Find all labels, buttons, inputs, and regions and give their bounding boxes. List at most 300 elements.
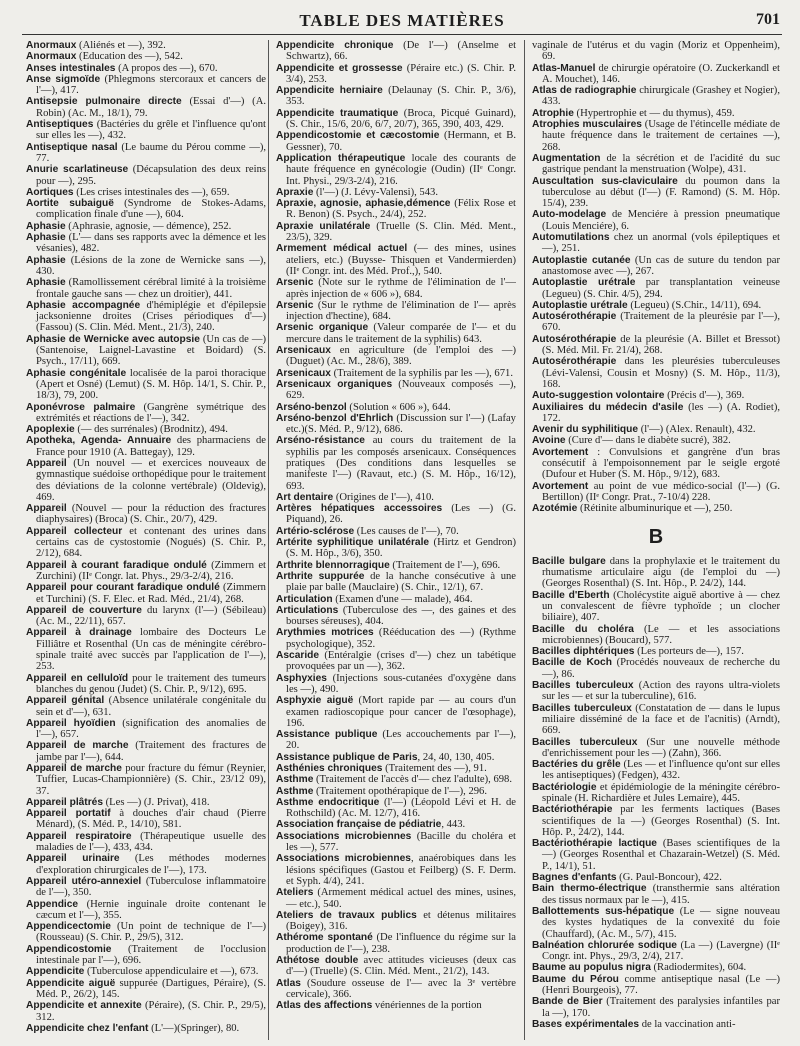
- entry-text: (— des mines, usines ateliers, etc.) (Buysse- Thisquen et Vandermierden) (IIᵉ Congr. int. des Méd. Prof.,), 540.: [286, 243, 516, 277]
- index-entry: [276, 729, 516, 752]
- entry-text: (Tuberculose des —, des gaines et des bourses séreuses), 404.: [286, 604, 516, 628]
- index-entry: [26, 582, 266, 605]
- entry-heading: Aphasie: [26, 277, 66, 289]
- entry-heading: Autosérothérapie: [532, 356, 617, 368]
- entry-text: locale des courants de haute fréquence en gynécologie (Oudin) (IIᵉ Congr. Int. Physi., 29/3-2/4), 216.: [286, 152, 516, 187]
- entry-text: (Traitement de l'occlusion intestinale par l'—), 696.: [36, 943, 266, 967]
- entry-heading: Athérome spontané: [276, 932, 373, 944]
- entry-text: (Entéralgie (crises d'—) chez un tabétique provoquées par un —), 362.: [286, 650, 516, 673]
- index-entry: [532, 311, 780, 334]
- entry-text: (Le — et les associations microbiennes) (Boucard), 577.: [542, 623, 780, 646]
- entry-text: (Les —) (G. Piquand), 26.: [286, 503, 516, 526]
- index-entry: [276, 1000, 516, 1011]
- entry-heading: Appareil hyoïdien: [26, 717, 116, 729]
- entry-heading: Aponévrose palmaire: [26, 401, 136, 413]
- entry-heading: Automutilations: [532, 232, 610, 244]
- entry-heading: Appendicite: [26, 966, 85, 978]
- entry-heading: Application thérapeutique: [276, 152, 406, 164]
- entry-text: pour fracture du fémur (Reynier, Tuffier, Lucas-Championnière) (S. Chir., 23/12 09), 37.: [36, 763, 266, 797]
- entry-heading: Autosérothérapie: [532, 311, 617, 323]
- index-entry: [532, 63, 780, 86]
- entry-text: des pharmaciens de France pour 1910 (A. Battegay), 129.: [36, 435, 266, 458]
- entry-text: (Zimmern et Zurchini) (IIᵉ Congr. lat. Phys., 29/3-2/4), 216.: [36, 559, 266, 582]
- entry-text: (Education des —), 542.: [76, 51, 183, 63]
- index-entry: [532, 402, 780, 425]
- index-column-3: [532, 40, 780, 1042]
- index-entry: [26, 142, 266, 165]
- entry-text: (Un nouvel — et exercices nouveaux de gymnastique suédoise orthopédique pour le traitement des déviations de la colonne vertébrale) (Oldevig), 469.: [36, 457, 266, 503]
- index-entry: [276, 435, 516, 491]
- index-entry: [532, 503, 780, 514]
- entry-text: en agriculture (de l'emploi des —) (Duguet) (Ac. M., 28/6), 389.: [286, 345, 516, 368]
- entry-text: (Traitement de la pleurésie par l'—), 670.: [542, 311, 780, 334]
- index-entry: [26, 277, 266, 300]
- entry-heading: Anormaux: [26, 51, 77, 63]
- entry-heading: Athétose double: [276, 955, 359, 967]
- entry-text: et détenus militaires (Boigey), 316.: [286, 909, 516, 933]
- entry-heading: Appareil de marche: [26, 740, 129, 752]
- entry-heading: Bande de Bier: [532, 996, 603, 1008]
- entry-heading: Bacilles tuberculeux: [532, 702, 632, 714]
- index-entry: [532, 277, 780, 300]
- entry-text: (Rétinite albuminurique et —), 250.: [577, 503, 733, 515]
- entry-text: (signification des anomalies de l'—), 657.: [36, 717, 266, 741]
- entry-text: (Aliénés et —), 392.: [76, 40, 166, 51]
- entry-text: (l'—) (Léopold Lévi et H. de Rothschild) (Ac. M. 12/7), 416.: [286, 796, 516, 820]
- index-entry: [532, 680, 780, 703]
- index-entry: [532, 657, 780, 680]
- entry-text: : Convulsions et gangrène d'un bras consécutif à l'empoisonnement par le seigle ergoté (Dufour et Huber (S. M. Hôp., 9/12), 683.: [542, 446, 780, 481]
- index-entry: [276, 605, 516, 628]
- entry-text: vénériennes de la portion: [372, 1000, 482, 1012]
- entry-text: (Péraire), (S. Chir. P., 29/5), 312.: [36, 1000, 266, 1023]
- entry-heading: Ballottements sus-hépatique: [532, 905, 675, 917]
- index-entry: [276, 955, 516, 978]
- entry-text: (Ramollissement cérébral limité à la troisième frontale gauche sans — chez un droitier), 441.: [36, 277, 266, 300]
- index-entry: [26, 673, 266, 696]
- index-column-3-a-entries: [532, 40, 780, 514]
- index-entry: [276, 63, 516, 86]
- entry-text: (A propos des —), 670.: [115, 62, 218, 74]
- index-entry: [276, 752, 516, 763]
- index-entry: [276, 277, 516, 300]
- index-entry: [26, 605, 266, 628]
- entry-heading: Aphasie: [26, 254, 66, 266]
- entry-text: (De l'—) (Anselme et Schwartz), 66.: [286, 40, 516, 63]
- entry-heading: Arsenicaux: [276, 345, 331, 357]
- entry-heading: Aphasie accompagnée: [26, 299, 141, 311]
- index-entry: [276, 887, 516, 910]
- entry-text: au point de vue médico-social (l'—) (G. Bertillon) (IIᵉ Congr. Prat., 7-10/4) 228.: [542, 480, 780, 503]
- entry-heading: Appareil respiratoire: [26, 830, 132, 842]
- entry-heading: Anses intestinales: [26, 62, 116, 74]
- index-entry: [26, 221, 266, 232]
- entry-text: (Les crises intestinales des —), 659.: [73, 186, 230, 198]
- entry-text: (Le — signe nouveau des kystes hydatiques de la convexité du foie (Chauffard), (Ac. M., 5/7), 415.: [542, 905, 780, 940]
- index-entry: [276, 503, 516, 526]
- index-entry: [276, 673, 516, 696]
- index-entry: [532, 872, 780, 883]
- entry-heading: Atlas-Manuel: [532, 62, 596, 74]
- entry-heading: Apotheka, Agenda- Annuaire: [26, 435, 172, 447]
- entry-heading: Art dentaire: [276, 491, 334, 503]
- index-entry: [26, 424, 266, 435]
- entry-heading: Autoplastie urétrale: [532, 277, 636, 289]
- index-entry: [26, 740, 266, 763]
- entry-heading: Autosérothérapie: [532, 333, 617, 345]
- index-entry: [26, 187, 266, 198]
- entry-text: (De l'influence du régime sur la production de l'—), 238.: [286, 932, 516, 955]
- index-entry: [276, 978, 516, 1001]
- entry-text: (Gangrène symétrique des extrémités et réactions de l'—), 342.: [36, 401, 266, 424]
- entry-heading: Assistance publique: [276, 729, 378, 741]
- entry-text: (Note sur le rythme de l'élimination de l'— après injection de « 606 »), 684.: [286, 277, 516, 300]
- entry-heading: Asphyxies: [276, 672, 327, 684]
- entry-heading: Appendice: [26, 898, 79, 910]
- entry-heading: Auto-suggestion volontaire: [532, 390, 665, 402]
- entry-heading: Avortement: [532, 446, 589, 458]
- entry-heading: Appareil pour courant faradique ondulé: [26, 582, 220, 594]
- index-entry: [276, 819, 516, 830]
- index-entry: [276, 243, 516, 277]
- index-entry: [276, 379, 516, 402]
- entry-heading: Assistance publique de Paris: [276, 751, 418, 763]
- entry-text: dans la prophylaxie et le traitement du rhumatisme articulaire aigu (de l'emploi du —) (Georges Rosenthal) (S. Int. Hôp., P. 24/2), 144.: [542, 555, 780, 590]
- entry-heading: Appendicectomie: [26, 921, 111, 933]
- entry-text: (Bases scientifiques de la —) (Georges Rosenthal et Chazarain-Wetzel) (S. Méd. P., 14/1), 51.: [542, 838, 780, 872]
- entry-text: par transplantation veineuse (Legueu) (S. Chir. 4/5), 294.: [542, 277, 780, 300]
- entry-text: (Hernie inguinale droite contenant le cæcum et l'—), 355.: [36, 898, 266, 921]
- index-entry: [26, 232, 266, 255]
- entry-heading: Bacille bulgare: [532, 555, 606, 567]
- index-entry: [532, 703, 780, 737]
- index-entry: [276, 774, 516, 785]
- index-entry: [26, 51, 266, 62]
- entry-heading: Arsenicaux: [276, 367, 331, 379]
- entry-heading: Bactériologie: [532, 781, 597, 793]
- entry-text: (Lésions de la zone de Wernicke sans —), 430.: [36, 254, 266, 277]
- index-entry: [532, 556, 780, 590]
- entry-text: (Hypertrophie et — du thymus), 459.: [573, 107, 735, 119]
- entry-text: (G. Paul-Boncour), 422.: [616, 872, 722, 884]
- entry-heading: Atrophie: [532, 107, 574, 119]
- entry-text: (Les méthodes modernes d'exploration chirurgicales de l'—), 173.: [36, 853, 266, 876]
- entry-heading: Aphasie: [26, 220, 66, 232]
- entry-heading: Associations microbiennes: [276, 830, 412, 842]
- entry-text: au cours du traitement de la syphilis par les composés arsenicaux. Conséquences pratiques (Des conditions dans lesquelles se manifeste l'—) (Ravaut, etc.) (S. M. Hôp., 16/12), 693.: [286, 435, 516, 492]
- entry-heading: Armement médical actuel: [276, 243, 408, 255]
- index-entry: [276, 130, 516, 153]
- index-entry: [276, 40, 516, 63]
- entry-text: chez un anormal (vols épileptiques et —), 251.: [542, 232, 780, 255]
- entry-text: (Syndrome de Stokes-Adams, complication finale d'une —), 604.: [36, 198, 266, 221]
- index-entry: [276, 797, 516, 820]
- entry-heading: Bacille du choléra: [532, 623, 634, 635]
- index-entry: [26, 695, 266, 718]
- entry-text: à douches d'air chaud (Pierre Ménard), (S. Méd. P., 14/10), 581.: [36, 808, 266, 831]
- entry-text: (Les —) (J. Privat), 418.: [103, 796, 210, 808]
- entry-text: suppurée (Dartigues, Péraire), (S. Méd. P., 26/2), 145.: [36, 977, 266, 1000]
- entry-heading: Ateliers de travaux publics: [276, 909, 417, 921]
- entry-text: (Traitement de l'accès d'— chez l'adulte), 698.: [313, 774, 512, 786]
- entry-text: (Décapsulation des deux reins pour —), 295.: [36, 164, 266, 187]
- entry-heading: Ascaride: [276, 650, 320, 662]
- index-entry: [26, 1023, 266, 1034]
- entry-heading: Asthme: [276, 785, 314, 797]
- entry-heading: Arsenic: [276, 277, 314, 289]
- entry-heading: Arthrite suppurée: [276, 570, 365, 582]
- entry-heading: Apraxie, agnosie, aphasie,démence: [276, 198, 451, 210]
- index-entry: [532, 176, 780, 210]
- page-title: TABLE DES MATIÈRES: [299, 11, 505, 30]
- entry-text: (Les causes de l'—), 70.: [354, 525, 459, 537]
- entry-text: (La —) (Lavergne) (IIᵉ Congr. int. Phys., 29/3, 2/4), 217.: [542, 939, 780, 963]
- entry-heading: Augmentation: [532, 152, 601, 164]
- entry-text: et contenant des urines dans certains cas de cystostomie (Nogués) (S. Chir. P., 2/12), 684.: [36, 525, 266, 560]
- entry-heading: Arthrite blennorragique: [276, 559, 390, 571]
- index-entry: [532, 804, 780, 838]
- index-entry: [532, 85, 780, 108]
- entry-text: (Nouvel — pour la réduction des fractures diaphysaires) (Broca) (S. Chir., 20/7), 429.: [36, 503, 266, 526]
- entry-heading: Atlas de radiographie: [532, 85, 637, 97]
- entry-heading: Baume au populus nigra: [532, 962, 651, 974]
- index-column-2: [276, 40, 516, 1042]
- index-entry: [26, 63, 266, 74]
- index-entry: [532, 996, 780, 1019]
- index-entry: [276, 187, 516, 198]
- entry-text: (Broca, Picqué Guinard), (S. Chir., 15/6, 20/6, 6/7, 20/7), 365, 390, 403, 429.: [286, 107, 516, 131]
- entry-heading: Bactériothérapie: [532, 804, 613, 816]
- index-entry: [276, 300, 516, 323]
- entry-text: (les —) (A. Rodiet), 172.: [542, 401, 780, 424]
- index-entry: [276, 402, 516, 413]
- entry-text: (L'— dans ses rapports avec la démence et les vésanies), 482.: [36, 232, 266, 255]
- index-entry: [532, 974, 780, 997]
- index-entry: [276, 910, 516, 933]
- entry-heading: Aortite subaiguë: [26, 198, 114, 210]
- index-entry: [276, 492, 516, 503]
- entry-heading: Appareil portatif: [26, 808, 111, 820]
- entry-heading: Bagnes d'enfants: [532, 872, 617, 884]
- entry-text: (Les — et l'influence qu'ont sur elles les antiseptiques) (Fedgen), 432.: [542, 759, 780, 782]
- index-entry: [532, 334, 780, 357]
- index-entry: [276, 560, 516, 571]
- entry-text: (Sur le rythme de l'élimination de l'— après injection d'hectine), 684.: [286, 299, 516, 323]
- index-entry: [276, 853, 516, 887]
- index-entry: [276, 221, 516, 244]
- entry-heading: Appareil urinaire: [26, 853, 120, 865]
- index-entry: [26, 876, 266, 899]
- entry-heading: Association française de pédiatrie: [276, 819, 442, 831]
- entry-text: chirurgicale (Grashey et Nogier), 433.: [542, 85, 780, 108]
- entry-text: (Armement médical actuel des mines, usines, — etc.), 540.: [286, 887, 516, 910]
- entry-heading: Bactéries du grêle: [532, 759, 621, 771]
- entry-text: (Soudure osseuse de l'— avec la 3ᵉ vertèbre cervicale), 366.: [286, 977, 516, 1000]
- page-header: [22, 8, 782, 35]
- index-entry: [276, 571, 516, 594]
- entry-text: dans les pleurésies tuberculeuses (Lévi-Valensi, Cousin et Mosny) (S. M. Hôp., 11/3), 168.: [542, 356, 780, 390]
- index-entry: [276, 526, 516, 537]
- entry-text: comme antiseptique nasal (Le —) (Henri Bourgeois), 77.: [542, 973, 780, 997]
- entry-heading: Avenir du syphilitique: [532, 424, 639, 436]
- entry-heading: Appareil plâtrés: [26, 796, 103, 808]
- index-entry: [532, 435, 780, 446]
- entry-text: du poumon dans la tuberculose au début (l'—) (F. Ramond) (S. M. Hôp. 15/4), 239.: [542, 175, 780, 210]
- entry-heading: Apraxie: [276, 186, 314, 198]
- entry-heading: Appareil à courant faradique ondulé: [26, 559, 207, 571]
- entry-text: (Usage de l'étincelle médiate de haute fréquence dans le traitement de certaines —), 268.: [542, 119, 780, 153]
- entry-heading: Autoplastie urétrale: [532, 299, 628, 311]
- entry-heading: Artérite syphilitique unilatérale: [276, 537, 430, 549]
- entry-text: vaginale de l'utérus et du vagin (Moriz et Oppenheim), 69.: [532, 40, 780, 63]
- entry-heading: Apoplexie: [26, 424, 75, 436]
- entry-text: (Péraire etc.) (S. Chir. P. 3/4), 253.: [286, 62, 516, 85]
- entry-heading: Anurie scarlatineuse: [26, 164, 129, 176]
- entry-heading: Atrophies musculaires: [532, 119, 642, 131]
- entry-heading: Bacille d'Eberth: [532, 589, 610, 601]
- column-divider: [524, 40, 525, 1040]
- entry-text: de la vaccination anti-: [639, 1018, 736, 1030]
- index-entry: [532, 356, 780, 390]
- entry-text: (Essai d'—) (A. Robin) (Ac. M., 18/1), 79.: [36, 96, 266, 119]
- index-entry: [532, 962, 780, 973]
- index-entry: [532, 759, 780, 782]
- entry-heading: Articulation: [276, 593, 333, 605]
- index-entry: [532, 838, 780, 872]
- entry-text: (Valeur comparée de l'— et du mercure dans le traitement de la syphilis) 643.: [286, 322, 516, 345]
- index-entry: [276, 345, 516, 368]
- index-entry: [276, 413, 516, 436]
- entry-heading: Appendicite aiguë: [26, 977, 116, 989]
- entry-text: lombaire des Docteurs Le Filliâtre et Rosenthal (Un cas de méningite cérébro-spinale traité avec succès par l'application de l'—), 253.: [36, 627, 266, 673]
- index-entry: [26, 402, 266, 425]
- entry-text: (Hermann, et B. Gessner), 70.: [286, 130, 516, 153]
- index-entry: [26, 831, 266, 854]
- index-entry: [532, 447, 780, 481]
- entry-heading: Arsenic: [276, 299, 314, 311]
- index-entry: [532, 119, 780, 153]
- index-entry: [276, 763, 516, 774]
- entry-text: , 443.: [441, 819, 466, 831]
- entry-text: (transthermie sans altération des tissus normaux par le —), 415.: [542, 883, 780, 906]
- section-letter: B: [648, 526, 664, 549]
- entry-heading: Appendicostomie: [26, 943, 112, 955]
- index-entry: [276, 108, 516, 131]
- entry-heading: Antisepsie pulmonaire directe: [26, 96, 182, 108]
- entry-heading: Bacilles tuberculeux: [532, 680, 634, 692]
- entry-heading: Arséno-benzol d'Ehrlich: [276, 412, 394, 424]
- entry-heading: Ateliers: [276, 887, 314, 899]
- entry-heading: Autoplastie cutanée: [532, 254, 631, 266]
- entry-text: (Traitement des paralysies infantiles par la —), 170.: [542, 996, 780, 1019]
- index-entry: [532, 624, 780, 647]
- index-entry: [26, 40, 266, 51]
- entry-text: (Les porteurs de—), 157.: [634, 646, 744, 658]
- index-entry: [26, 435, 266, 458]
- index-entry: [276, 594, 516, 605]
- entry-heading: Appendicite chronique: [276, 40, 394, 51]
- index-entry: [26, 899, 266, 922]
- entry-heading: Baume du Pérou: [532, 973, 619, 985]
- index-entry: [26, 503, 266, 526]
- entry-heading: Appendicite chez l'enfant: [26, 1022, 149, 1034]
- entry-text: (Injections sous-cutanées d'oxygène dans les —), 490.: [286, 672, 516, 695]
- entry-text: (Félix Rose et R. Benon) (S. Psych., 24/4), 252.: [286, 198, 516, 221]
- entry-heading: Anormaux: [26, 40, 77, 51]
- index-entry: [26, 944, 266, 967]
- entry-text: , 24, 40, 130, 405.: [417, 751, 495, 763]
- index-entry: [26, 334, 266, 368]
- entry-text: du larynx (l'—) (Sébileau) (Ac. M., 22/11), 657.: [36, 604, 266, 628]
- index-entry: [26, 808, 266, 831]
- entry-heading: Associations microbiennes: [276, 853, 411, 865]
- index-entry: [532, 390, 780, 401]
- index-entry: [532, 782, 780, 805]
- index-entry: [26, 921, 266, 944]
- entry-heading: Appareil génital: [26, 695, 105, 707]
- index-entry: [532, 590, 780, 624]
- index-entry: [532, 424, 780, 435]
- index-entry: [276, 831, 516, 854]
- entry-heading: Appareil: [26, 457, 67, 469]
- index-entry: [532, 1019, 780, 1030]
- entry-heading: Arsenicaux organiques: [276, 378, 393, 390]
- entry-text: par les ferments lactiques (Bases scientifiques de la —) (Georges Rosenthal) (S. Int. Hôp. P., 24/2), 144.: [542, 804, 780, 838]
- index-entry: [26, 966, 266, 977]
- entry-text: (Traitement de l'—), 696.: [389, 559, 501, 571]
- entry-heading: Balnéation chlorurée sodique: [532, 939, 677, 951]
- entry-text: (Radiodermites), 604.: [650, 962, 747, 974]
- index-entry: [532, 40, 780, 63]
- entry-heading: Bacille de Koch: [532, 657, 612, 669]
- entry-text: (Un cas de suture du tendon par anastomose avec —), 267.: [542, 254, 780, 277]
- entry-heading: Arythmies motrices: [276, 627, 374, 639]
- index-entry: [532, 300, 780, 311]
- index-entry: [26, 763, 266, 797]
- index-entry: [26, 458, 266, 503]
- index-entry: [532, 232, 780, 255]
- entry-heading: Artério-sclérose: [276, 525, 355, 537]
- entry-text: (Solution « 606 »), 644.: [346, 401, 451, 413]
- entry-heading: Anse sigmoïde: [26, 73, 101, 85]
- entry-heading: Appendicite et grossesse: [276, 62, 403, 74]
- index-entry: [276, 537, 516, 560]
- index-entry: [532, 255, 780, 278]
- index-entry: [26, 978, 266, 1001]
- index-entry: [26, 300, 266, 334]
- entry-text: (Cure d'— dans le diabète sucré), 382.: [565, 435, 731, 447]
- entry-heading: Appendicite herniaire: [276, 85, 383, 97]
- entry-heading: Aphasie: [26, 232, 66, 244]
- entry-text: (Aphrasie, agnosie, — démence), 252.: [65, 220, 232, 232]
- entry-text: (Traitement opothérapique de l'—), 296.: [313, 785, 488, 797]
- entry-heading: Bases expérimentales: [532, 1018, 640, 1030]
- entry-heading: Asphyxie aiguë: [276, 695, 354, 707]
- entry-heading: Appendicostomie et cæcostomie: [276, 130, 440, 142]
- entry-text: (Précis d'—), 369.: [664, 390, 745, 402]
- entry-heading: Artères hépatiques accessoires: [276, 503, 443, 515]
- entry-text: (Absence unilatérale congénitale du sein et d'—), 631.: [36, 695, 266, 718]
- index-entry: [276, 198, 516, 221]
- entry-heading: Antiseptiques: [26, 119, 94, 131]
- index-entry: [532, 940, 780, 963]
- entry-heading: Auxiliaires du médecin d'asile: [532, 401, 684, 413]
- index-entry: [532, 209, 780, 232]
- index-entry: [532, 737, 780, 760]
- index-entry: [276, 322, 516, 345]
- entry-heading: Arséno-benzol: [276, 401, 347, 413]
- entry-text: (Phlegmons stercoraux et cancers de l'—), 417.: [36, 73, 266, 97]
